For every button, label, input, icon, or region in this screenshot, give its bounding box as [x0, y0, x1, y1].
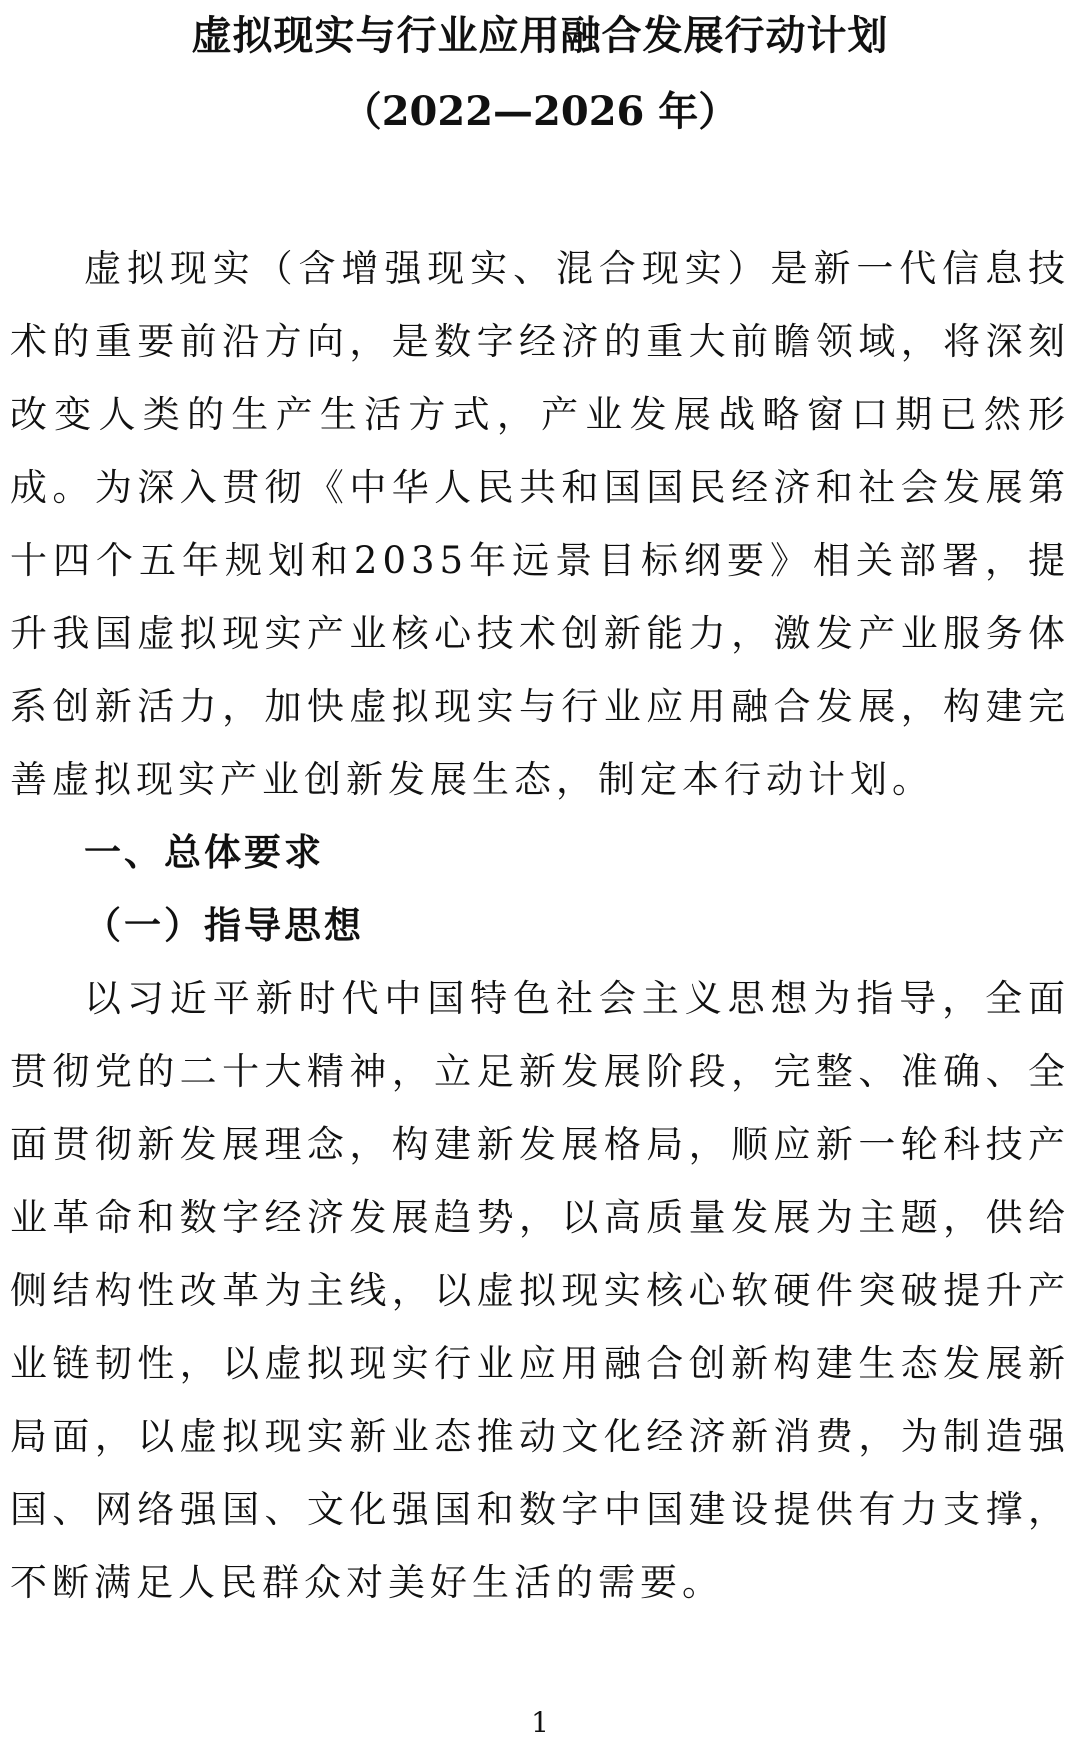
- document-body: [10, 232, 1070, 1619]
- subsection-heading: （一）指导思想: [84, 904, 364, 947]
- guiding-paragraph: 以习近平新时代中国特色社会主义思想为指导，全面贯彻党的二十大精神，立足新发展阶段，完整、准确、全面贯彻新发展理念，构建新发展格局，顺应新一轮科技产业革命和数字经济发展趋势，以高质量发展为主题，供给侧结构性改革为主线，以虚拟现实核心软硬件突破提升产业链韧性，以虚拟现实行业应用融合创新构建生态发展新局面，以虚拟现实新业态推动文化经济新消费，为制造强国、网络强国、文化强国和数字中国建设提供有力支撑，不断满足人民群众对美好生活的需要。: [10, 977, 1070, 1604]
- page-number: 1: [531, 1706, 549, 1739]
- section-heading: 一、总体要求: [84, 831, 324, 874]
- intro-paragraph: 虚拟现实（含增强现实、混合现实）是新一代信息技术的重要前沿方向，是数字经济的重大前瞻领域，将深刻改变人类的生产生活方式，产业发展战略窗口期已然形成。为深入贯彻《中华人民共和国国民经济和社会发展第十四个五年规划和2035年远景目标纲要》相关部署，提升我国虚拟现实产业核心技术创新能力，激发产业服务体系创新活力，加快虚拟现实与行业应用融合发展，构建完善虚拟现实产业创新发展生态，制定本行动计划。: [10, 247, 1070, 801]
- document-subtitle: （2022—2026 年）: [341, 88, 739, 135]
- document-title: 虚拟现实与行业应用融合发展行动计划: [191, 13, 889, 59]
